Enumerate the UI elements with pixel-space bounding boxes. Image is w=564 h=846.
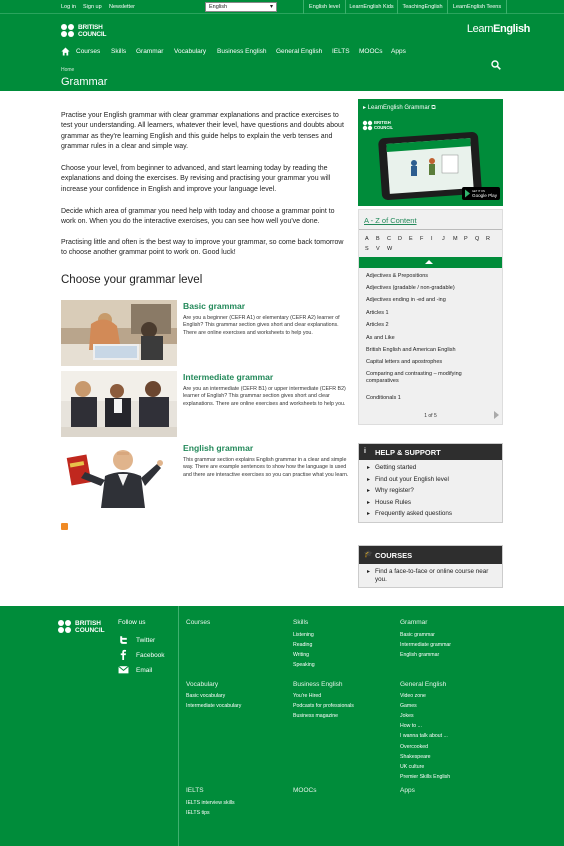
svg-text:GET IT ON: GET IT ON [472, 190, 485, 193]
az-item[interactable]: British English and American English [366, 347, 456, 353]
footer-heading-skills[interactable]: Skills [293, 619, 309, 626]
footer-link[interactable]: Reading [293, 642, 313, 648]
az-item[interactable]: Capital letters and apostrophes [366, 359, 443, 365]
footer-link[interactable]: Jokes [400, 713, 414, 719]
breadcrumb[interactable]: Home [61, 67, 75, 73]
az-item[interactable]: Articles 1 [366, 310, 389, 316]
nav-item-apps[interactable]: Apps [391, 48, 406, 55]
intro-paragraph: Practising little and often is the best way to improve your grammar, so come back tomorrow to choose another grammar point to work on. Good luck! [61, 239, 344, 257]
info-icon: i [364, 448, 366, 455]
nav-item-grammar[interactable]: Grammar [136, 48, 164, 55]
language-select-value: English [209, 4, 228, 10]
learnenglish-brand[interactable]: LearnEnglish [466, 23, 530, 35]
help-item[interactable]: ▸ Find out your English level [367, 476, 449, 484]
az-item[interactable]: Comparing and contrasting – modifying comparatives [366, 371, 462, 385]
az-letter[interactable]: E [409, 236, 413, 242]
intermediate-grammar-image[interactable] [61, 371, 177, 437]
courses-box [358, 545, 503, 588]
nav-item-business-english[interactable]: Business English [217, 48, 267, 55]
next-page-arrow-icon[interactable] [494, 411, 499, 419]
top-bar [0, 0, 564, 14]
footer-link[interactable]: Video zone [400, 693, 426, 699]
help-support-box [358, 443, 503, 523]
site-tab-learnenglish-kids[interactable]: LearnEnglish Kids [345, 0, 397, 14]
footer-link[interactable]: IELTS interview skills [186, 800, 235, 806]
external-link-icon: ⧉ [431, 105, 436, 111]
search-icon[interactable] [491, 60, 501, 70]
site-tab-teachingenglish[interactable]: TeachingEnglish [397, 0, 447, 14]
chevron-up-icon [425, 260, 433, 264]
chevron-down-icon: ▾ [269, 4, 273, 10]
levels-heading: Choose your grammar level [61, 274, 203, 286]
logo-dots [61, 24, 76, 38]
footer-link[interactable]: Writing [293, 652, 310, 658]
intermediate-grammar-link[interactable]: Intermediate grammar [183, 372, 274, 382]
az-letter[interactable]: C [387, 236, 391, 242]
az-item[interactable]: Adjectives & Prepositions [366, 273, 429, 279]
az-item[interactable]: Conditionals 1 [366, 395, 401, 401]
footer-heading-vocabulary[interactable]: Vocabulary [186, 681, 219, 688]
site-header [0, 14, 564, 91]
svg-text:BRITISH: BRITISH [374, 120, 391, 125]
svg-text:COUNCIL: COUNCIL [374, 125, 394, 130]
footer-link[interactable]: English grammar [400, 652, 440, 658]
intro-paragraph: Decide which area of grammar you need help with today and choose a grammar point to work on. When you do the interactive exercises, you can see how well you've done. [61, 208, 335, 226]
app-promo-image [358, 115, 503, 206]
footer-heading-moocs[interactable]: MOOCs [293, 787, 317, 794]
az-letter[interactable]: W [387, 246, 393, 252]
basic-grammar-desc: Are you a beginner (CEFR A1) or elementary (CEFR A2) learner of English? This grammar section gives short and clear explanations. There are online exercises and worksheets to help you. [183, 315, 340, 336]
nav-item-courses[interactable]: Courses [76, 48, 101, 55]
british-council-logo[interactable]: BRITISH COUNCIL [61, 23, 121, 39]
language-select[interactable] [205, 2, 277, 12]
facebook-icon [118, 649, 129, 660]
footer-link[interactable]: Premier Skills English [400, 774, 451, 780]
footer-link[interactable]: Shakespeare [400, 754, 431, 760]
help-support-header: i HELP & SUPPORT [359, 444, 502, 460]
intro-paragraph: Practise your English grammar with clear grammar explanations and practice exercises to test your understanding. All learners, whatever their level, have questions and doubts about grammar as they're learning English and this guide helps to explain the verb tenses and grammar rules in a clear and simple way. [61, 112, 344, 151]
az-letter[interactable]: A [365, 236, 369, 242]
nav-item-ielts[interactable]: IELTS [332, 48, 350, 55]
footer-heading-general-english[interactable]: General English [400, 681, 447, 688]
help-item[interactable]: ▸ Getting started [367, 464, 416, 472]
footer-heading-grammar[interactable]: Grammar [400, 619, 428, 626]
app-promo[interactable] [358, 99, 503, 206]
nav-item-moocs[interactable]: MOOCs [359, 48, 383, 55]
english-grammar-link[interactable]: English grammar [183, 443, 254, 453]
footer-link[interactable]: Business magazine [293, 713, 338, 719]
footer-link[interactable]: I wanna talk about ... [400, 733, 448, 739]
az-letter[interactable]: Q [475, 236, 480, 242]
footer-link[interactable]: Basic grammar [400, 632, 435, 638]
intermediate-grammar-desc: Are you an intermediate (CEFR B1) or upper intermediate (CEFR B2) learner of English? This grammar section gives short and clear explanations. There are online exercises and worksheets to help you. [183, 386, 346, 407]
rss-icon[interactable] [61, 523, 68, 530]
app-promo-title: ▸ LearnEnglish Grammar ⧉ [363, 105, 436, 111]
footer-link[interactable]: UK culture [400, 764, 425, 770]
page-title: Grammar [61, 76, 108, 88]
az-item[interactable]: As and Like [366, 335, 395, 341]
email-icon [118, 664, 129, 675]
help-item[interactable]: ▸ Frequently asked questions [367, 510, 452, 518]
newsletter-link[interactable]: Newsletter [109, 4, 135, 10]
footer-link[interactable]: How to ... [400, 723, 422, 729]
footer-link[interactable]: Listening [293, 632, 314, 638]
az-letter[interactable]: R [486, 236, 490, 242]
az-item[interactable]: Adjectives ending in -ed and -ing [366, 297, 446, 303]
footer-link[interactable]: Games [400, 703, 417, 709]
help-item[interactable]: ▸ House Rules [367, 499, 411, 507]
az-letter[interactable]: V [376, 246, 380, 252]
footer-heading-apps[interactable]: Apps [400, 787, 415, 794]
follow-us-label: Follow us [118, 619, 146, 626]
footer-link[interactable]: IELTS tips [186, 810, 210, 816]
svg-text:Google Play: Google Play [472, 193, 498, 198]
footer-link[interactable]: Podcasts for professionals [293, 703, 354, 709]
signup-link[interactable]: Sign up [83, 4, 102, 10]
nav-item-general-english[interactable]: General English [276, 48, 323, 55]
footer-heading-ielts[interactable]: IELTS [186, 787, 204, 794]
az-item[interactable]: Articles 2 [366, 322, 389, 328]
az-letter[interactable]: J [442, 236, 445, 242]
az-letters [365, 234, 499, 254]
english-grammar-desc: This grammar section explains English grammar in a clear and simple way. There are example sentences to show how the language is used and there are interactive exercises so you can practise what you learn. [183, 457, 349, 478]
az-letter[interactable]: F [420, 236, 424, 242]
site-footer: BRITISH COUNCIL Follow us Twitter Facebook Email Courses Skills Listening Reading Writing Speaking Grammar Basic grammar Intermediate grammar English grammar Vocabulary Basic vocabulary Intermediate vocabulary Business English You're Hired Podcasts for professionals Business magazine General English Video zone Games Jokes How to ... I wanna talk about ... Overcooked Shakespeare UK culture Premier Skills English IELTS IELTS interview skills IELTS tips MOOCs Apps [0, 606, 564, 846]
site-tab-learnenglish-teens[interactable]: LearnEnglish Teens [447, 0, 507, 14]
az-letter[interactable]: I [431, 236, 433, 242]
footer-link[interactable]: Intermediate vocabulary [186, 703, 242, 709]
az-content [358, 209, 503, 425]
english-grammar-image[interactable] [61, 442, 177, 508]
footer-link[interactable]: Basic vocabulary [186, 693, 226, 699]
az-item[interactable]: Adjectives (gradable / non-gradable) [366, 285, 455, 291]
basic-grammar-image[interactable] [61, 300, 177, 366]
az-collapse-bar[interactable] [359, 257, 502, 268]
az-letter[interactable]: S [365, 246, 369, 252]
footer-link[interactable]: Speaking [293, 662, 315, 668]
twitter-icon [118, 634, 129, 645]
footer-link[interactable]: Intermediate grammar [400, 642, 452, 648]
footer-heading-business-english[interactable]: Business English [293, 681, 343, 688]
find-course-link[interactable]: ▸ Find a face-to-face or online course near you. [367, 568, 492, 584]
footer-link[interactable]: You're Hired [293, 693, 322, 699]
nav-item-skills[interactable]: Skills [111, 48, 127, 55]
nav-item-vocabulary[interactable]: Vocabulary [174, 48, 207, 55]
az-title[interactable]: A - Z of Content [364, 216, 417, 225]
az-page-indicator: 1 of 5 [424, 413, 437, 419]
courses-header: 🎓 COURSES [359, 546, 502, 564]
site-tab-english-level[interactable]: English level [303, 0, 345, 14]
az-letter[interactable]: M [453, 236, 458, 242]
home-icon[interactable] [61, 47, 70, 56]
az-letter[interactable]: B [376, 236, 380, 242]
az-letter[interactable]: P [464, 236, 468, 242]
footer-heading-courses[interactable]: Courses [186, 619, 211, 626]
help-item[interactable]: ▸ Why register? [367, 487, 414, 495]
footer-link[interactable]: Overcooked [400, 744, 428, 750]
login-link[interactable]: Log in [61, 4, 76, 10]
intro-paragraph: Choose your level, from beginner to advanced, and start learning today by reading the explanations and doing the exercises. By revising and practising your grammar you will increase your confidence in English and improve your language level. [61, 165, 331, 193]
az-letter[interactable]: D [398, 236, 402, 242]
graduation-cap-icon: 🎓 [364, 551, 373, 558]
basic-grammar-link[interactable]: Basic grammar [183, 301, 246, 311]
